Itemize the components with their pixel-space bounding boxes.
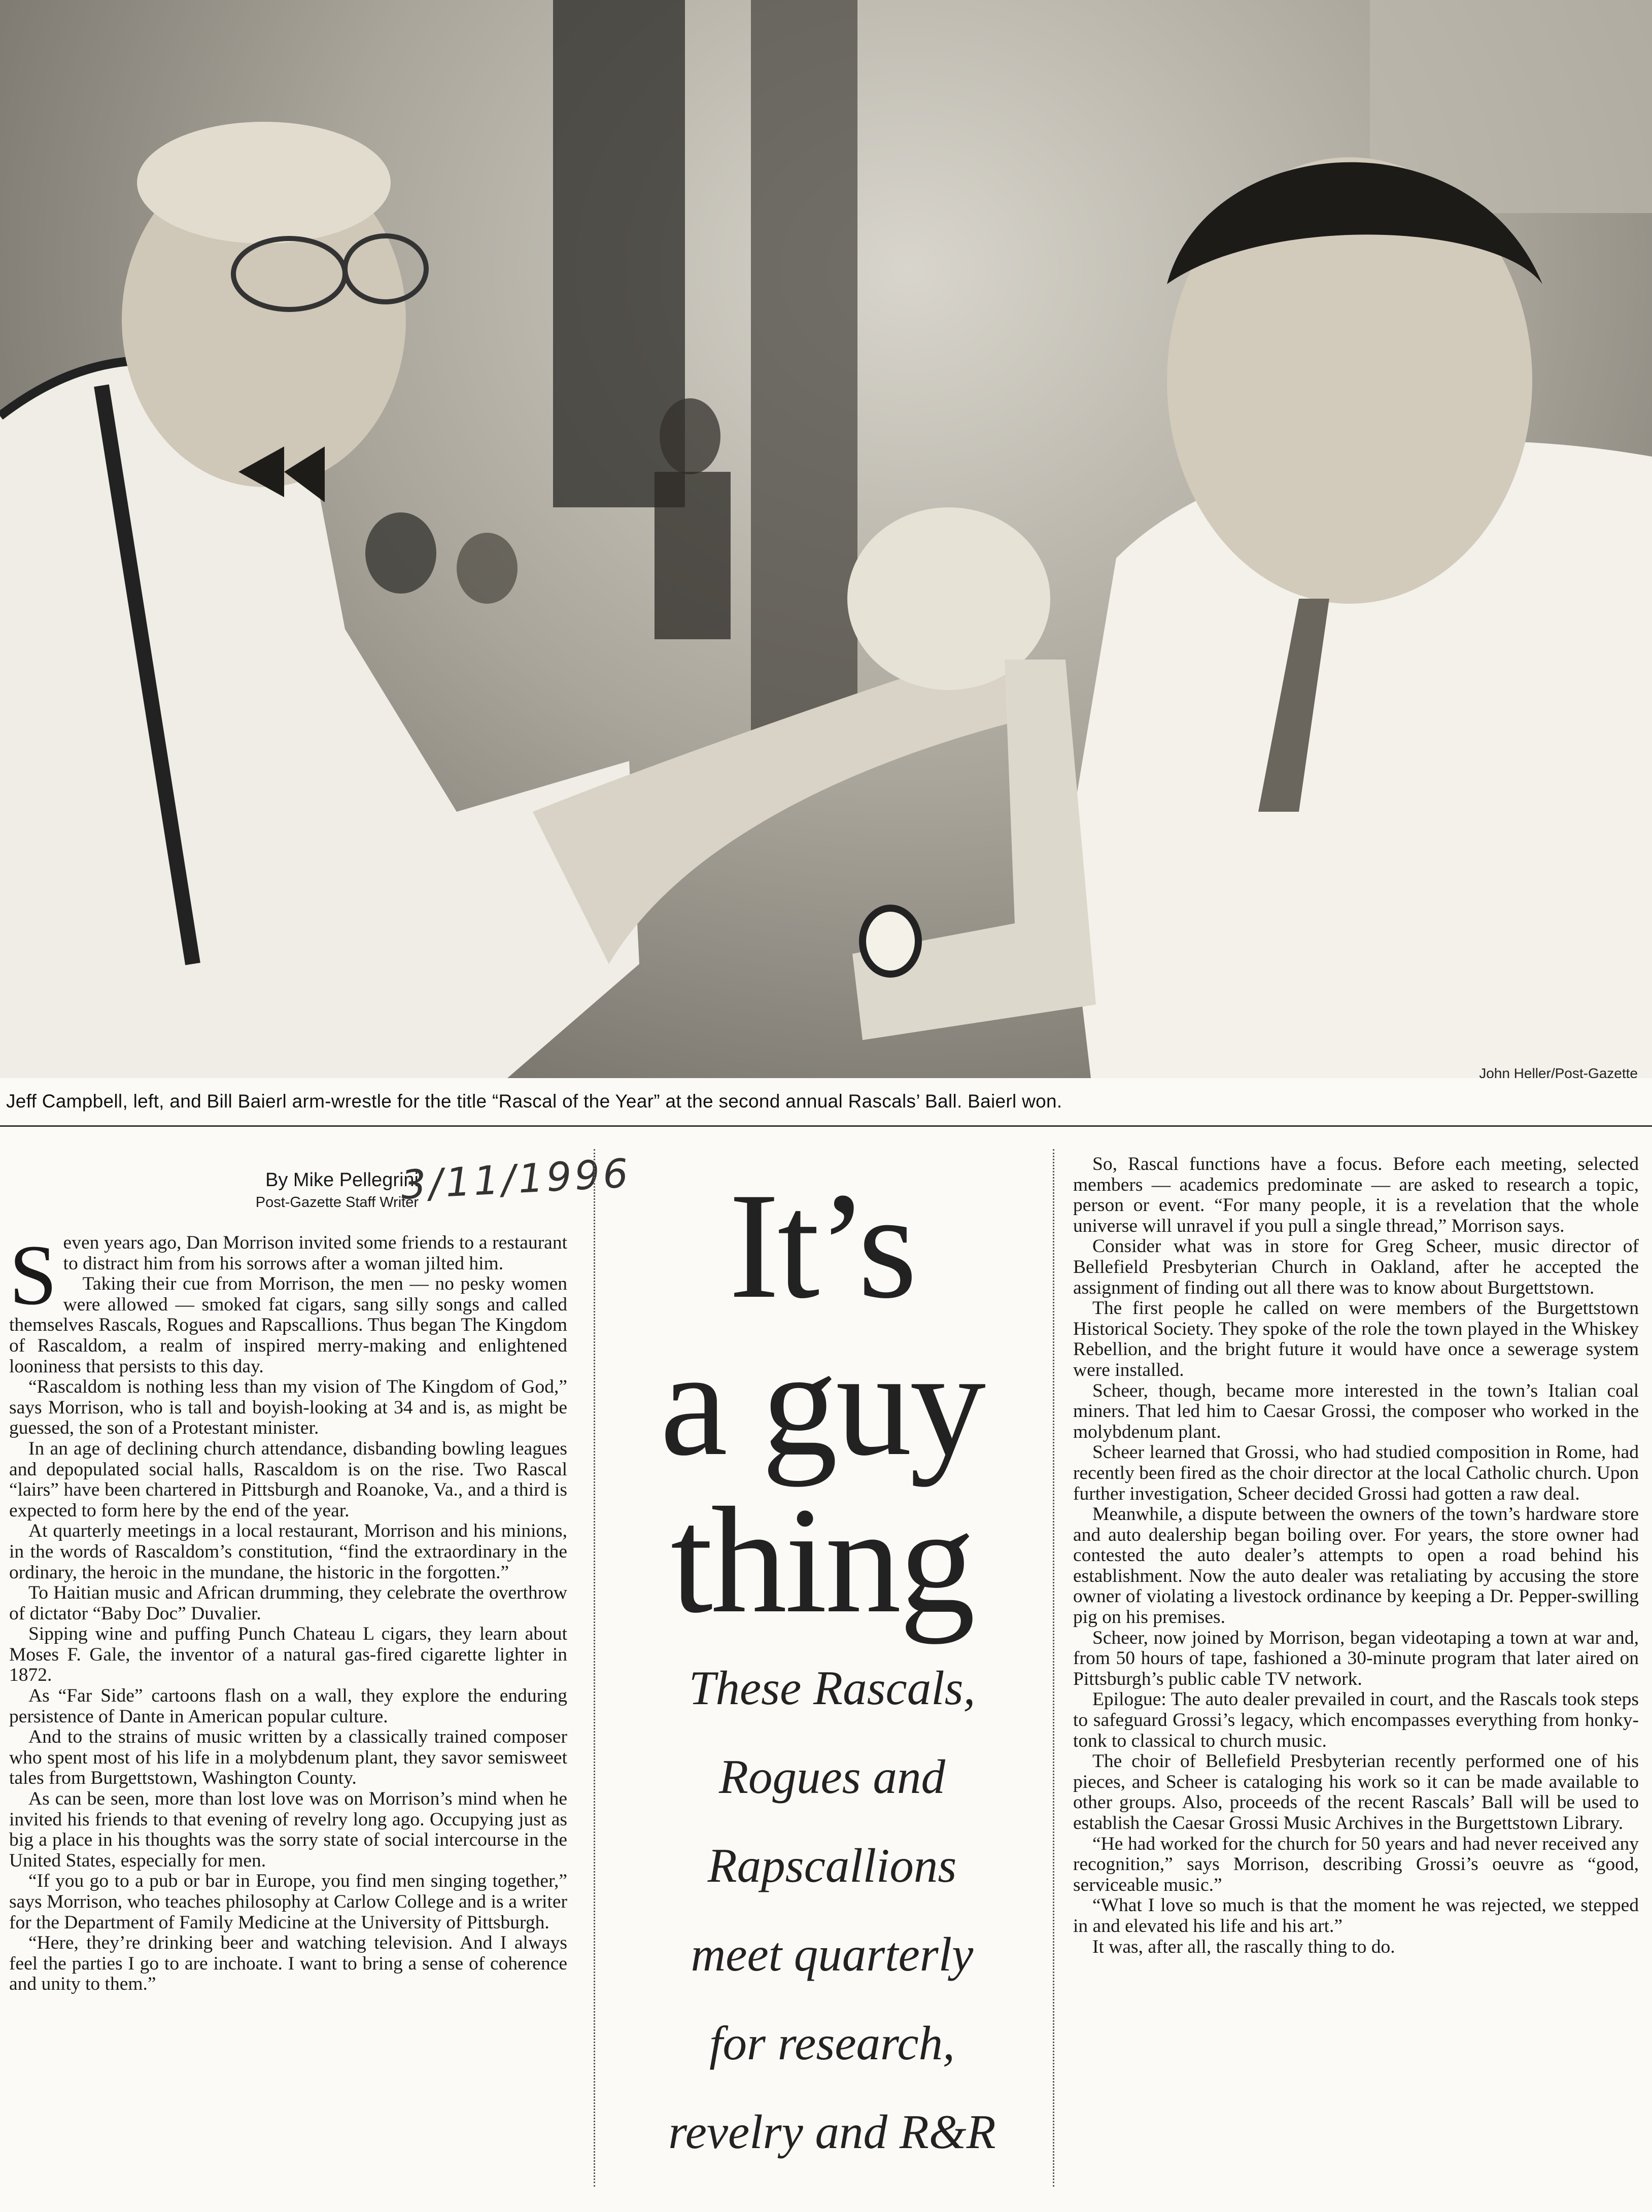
byline-author: By Mike Pellegrini — [265, 1169, 419, 1191]
byline-org: Post-Gazette Staff Writer — [255, 1194, 419, 1211]
deck-line: meet quarterly — [691, 1927, 974, 1981]
column-divider-right — [1053, 1149, 1054, 2187]
article-paragraph: Meanwhile, a dispute between the owners of the town’s hardware store and auto dealership began boiling over. For years, the store owner had contested the auto dealer’s attempts to open a road behind his establishment. Now the auto dealer was retaliating by accusing the store owner of violating a livestock ordinance by keeping a Dr. Pepper-swilling pig on his premises. — [1073, 1504, 1639, 1628]
photo-caption: Jeff Campbell, left, and Bill Baierl arm-wrestle for the title “Rascal of the Year” at the second annual Rascals’ Ball. Baierl won. — [6, 1091, 1062, 1112]
article-paragraph: Scheer, though, became more interested in the town’s Italian coal miners. That led him to Caesar Grossi, the composer who worked in the molybdenum plant. — [1073, 1380, 1639, 1442]
article-paragraph: Taking their cue from Morrison, the men — no pesky women were allowed — smoked fat cigars, sang silly songs and called themselves Rascals, Rogues and Rapscallions. Thus began The Kingdom of Rascaldom, a realm of inspired merry-making and enlightened looniness that persists to this day. — [9, 1273, 567, 1377]
headline-line: thing — [670, 1476, 974, 1644]
byline — [205, 1169, 419, 1211]
article-paragraph: As “Far Side” cartoons flash on a wall, they explore the enduring persistence of Dante in American popular culture. — [9, 1685, 567, 1727]
article-paragraph: And to the strains of music written by a classically trained composer who spent most of his life in a molybdenum plant, they savor semisweet tales from Burgettstown, Washington County. — [9, 1726, 567, 1789]
deck-line: Rapscallions — [707, 1839, 957, 1892]
article-paragraph: “Here, they’re drinking beer and watching television. And I always feel the parties I go to are inchoate. I want to bring a sense of coherence and unity to them.” — [9, 1932, 567, 1995]
article-paragraph: So, Rascal functions have a focus. Before each meeting, selected members — academics predominate — are asked to research a topic, person or event. “For many people, it is a revelation that the whole universe will unravel if you pull a single thread,” Morrison says. — [1073, 1154, 1639, 1236]
article-paragraph: At quarterly meetings in a local restaurant, Morrison and his minions, in the words of Rascaldom’s constitution, “find the extraordinary in the ordinary, the heroic in the mundane, the historic in the forgotten.” — [9, 1520, 567, 1583]
arm-wrestling-photo — [0, 0, 1652, 1078]
column-divider-left — [594, 1149, 595, 2187]
article-paragraph: The choir of Bellefield Presbyterian recently performed one of his pieces, and Scheer is cataloging his work so it can be made available to other groups. Also, proceeds of the recent Rascals’ Ball will be used to establish the Caesar Grossi Music Archives in the Burgettstown Library. — [1073, 1751, 1639, 1834]
caption-divider — [0, 1125, 1652, 1127]
article-paragraph: “He had worked for the church for 50 years and had never received any recognition,” says Morrison, describing Grossi’s oeuvre as “good, serviceable music.” — [1073, 1833, 1639, 1895]
article-paragraph: The first people he called on were members of the Burgettstown Historical Society. They spoke of the role the town played in the Whiskey Rebellion, and the bright future it would have once a sewerage system were installed. — [1073, 1298, 1639, 1380]
headline — [614, 1161, 1030, 1644]
article-paragraph: As can be seen, more than lost love was on Morrison’s mind when he invited his friends to that evening of revelry long ago. Occupying just as big a place in his thoughts was the sorry state of social intercourse in the United States, especially for men. — [9, 1788, 567, 1871]
article-paragraph: To Haitian music and African drumming, they celebrate the overthrow of dictator “Baby Doc” Duvalier. — [9, 1582, 567, 1624]
deck-line: for research, — [709, 2016, 955, 2070]
handwritten-date: 3/11/1996 — [399, 1151, 632, 1208]
article-paragraph: “What I love so much is that the moment he was rejected, we stepped in and elevated his life and his art.” — [1073, 1895, 1639, 1937]
deck-line: Rogues and — [719, 1750, 945, 1804]
dropcap: S — [9, 1227, 57, 1323]
article-paragraph: It was, after all, the rascally thing to do. — [1092, 1936, 1395, 1957]
article-column-right — [1073, 1154, 1639, 1957]
deck-line: These Rascals, — [689, 1661, 976, 1715]
article-paragraph: Scheer learned that Grossi, who had studied composition in Rome, had recently been fired as the choir director at the local Catholic church. Upon further investigation, Scheer decided Grossi had gotten a raw deal. — [1073, 1442, 1639, 1504]
article-paragraph: In an age of declining church attendance, disbanding bowling leagues and depopulated social halls, Rascaldom is on the rise. Two Rascal “lairs” have been chartered in Pittsburgh and Roanoke, Va., and a third is expected to form here by the end of the year. — [9, 1438, 567, 1521]
headline-deck — [624, 1644, 1040, 2176]
article-paragraph: Scheer, now joined by Morrison, began videotaping a town at war and, from 50 hours of tape, fashioned a 30-minute program that later aired on Pittsburgh’s public cable TV network. — [1073, 1627, 1639, 1689]
article-paragraph: Epilogue: The auto dealer prevailed in court, and the Rascals took steps to safeguard Grossi’s legacy, which encompasses everything from honky-tonk to classical to church music. — [1073, 1689, 1639, 1751]
article-paragraph: Sipping wine and puffing Punch Chateau L cigars, they learn about Moses F. Gale, the inventor of a natural gas-fired cigarette lighter in 1872. — [9, 1623, 567, 1686]
deck-line: revelry and R&R — [668, 2105, 996, 2159]
article-paragraph: Seven years ago, Dan Morrison invited some friends to a restaurant to distract him from his sorrows after a woman jilted him. — [9, 1227, 567, 1323]
article-column-left — [9, 1227, 567, 1995]
article-paragraph: “Rascaldom is nothing less than my vision of The Kingdom of God,” says Morrison, who is tall and boyish-looking at 34 and is, as might be guessed, the son of a Protestant minister. — [9, 1376, 567, 1439]
article-paragraph: Consider what was in store for Greg Scheer, music director of Bellefield Presbyterian Church in Oakland, after he accepted the assignment of finding out all there was to know about Burgettstown. — [1073, 1236, 1639, 1298]
headline-line: It’s — [729, 1161, 915, 1330]
headline-line: a guy — [660, 1319, 984, 1487]
photo-illustration — [0, 0, 1652, 1078]
photo-credit: John Heller/Post-Gazette — [1479, 1065, 1638, 1078]
article-paragraph: “If you go to a pub or bar in Europe, you find men singing together,” says Morrison, who teaches philosophy at Carlow College and is a writer for the Department of Family Medicine at the University of Pittsburgh. — [9, 1871, 567, 1933]
